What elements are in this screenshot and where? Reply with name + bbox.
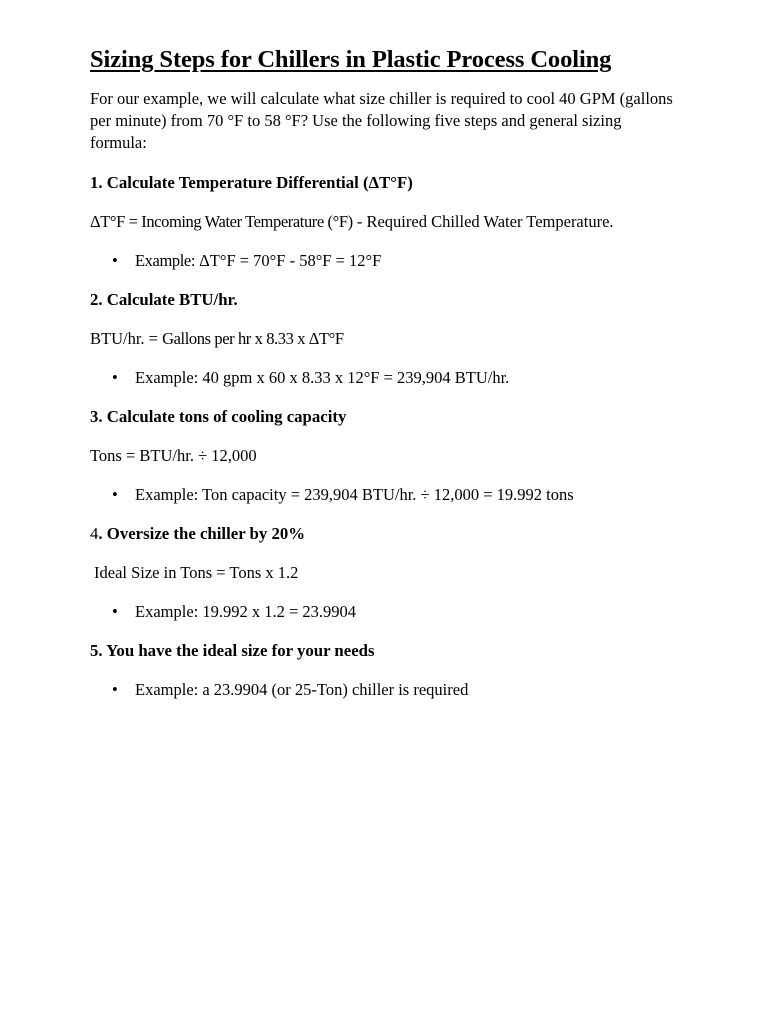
step-1-heading (90, 172, 690, 194)
step-1-number: 1. (90, 173, 103, 192)
step-4-formula: Ideal Size in Tons = Tons x 1.2 (94, 563, 299, 582)
step-3-title: Calculate tons of cooling capacity (106, 407, 347, 426)
step-5-number: 5. (90, 641, 103, 660)
step-3-example-text: Example: Ton capacity = 239,904 BTU/hr. ÷ 12,000 = 19.992 tons (135, 485, 574, 504)
step-2-number: 2. (90, 290, 103, 309)
step-1-example-text: ΔT°F = 70°F - 58°F = 12°F (195, 251, 382, 270)
step-1-formula-rhs: - Required Chilled Water Temperature. (352, 212, 614, 231)
step-4-number: 4 (90, 524, 99, 543)
step-4-example (90, 601, 690, 623)
step-5-example (90, 679, 690, 701)
step-2-example (90, 367, 690, 389)
document-page (90, 46, 690, 718)
step-4-heading (90, 523, 690, 545)
bullet-dot: • (112, 251, 118, 270)
step-2-title: Calculate BTU/hr. (106, 290, 238, 309)
step-2-example-text: Example: 40 gpm x 60 x 8.33 x 12°F = 239,904 BTU/hr. (135, 368, 510, 387)
page-title: Sizing Steps for Chillers in Plastic Process Cooling (90, 46, 612, 73)
step-4-example-text: Example: 19.992 x 1.2 = 23.9904 (135, 602, 357, 621)
step-1-example (90, 250, 690, 272)
bullet-dot: • (112, 368, 118, 387)
step-1-example-label: Example: (135, 251, 196, 270)
step-3-formula: Tons = BTU/hr. ÷ 12,000 (90, 446, 257, 465)
step-1-title: Calculate Temperature Differential (ΔT°F) (106, 173, 413, 192)
step-1-formula (90, 211, 690, 233)
step-5-title: You have the ideal size for your needs (106, 641, 375, 660)
step-5-example-text: Example: a 23.9904 (or 25-Ton) chiller is required (135, 680, 469, 699)
bullet-dot: • (112, 602, 118, 621)
bullet-dot: • (112, 680, 118, 699)
step-4-title: . Oversize the chiller by 20% (98, 524, 306, 543)
bullet-dot: • (112, 485, 118, 504)
step-2-formula-rhs: Gallons per hr x 8.33 x ΔT°F (162, 329, 344, 348)
step-3-example (90, 484, 690, 506)
step-3-heading (90, 406, 690, 428)
step-2-formula (90, 328, 690, 350)
step-5-heading (90, 640, 690, 662)
step-1-formula-lhs: ΔT°F = Incoming Water Temperature (°F) (90, 212, 353, 231)
step-3-number: 3. (90, 407, 103, 426)
step-2-formula-lhs: BTU/hr. = (90, 329, 163, 348)
step-2-heading (90, 289, 690, 311)
intro-paragraph: For our example, we will calculate what size chiller is required to cool 40 GPM (gallons per minute) from 70 °F to 58 °F? Use the following five steps and general sizing formula: (90, 89, 673, 152)
